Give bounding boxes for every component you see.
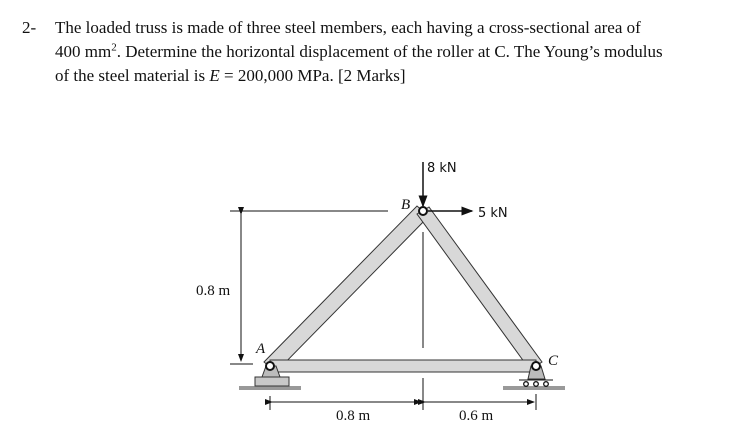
rollers bbox=[524, 382, 549, 387]
load-horizontal-label: 5 kN bbox=[478, 206, 508, 221]
question-line-3-rest: = 200,000 MPa. [2 Marks] bbox=[219, 66, 406, 85]
support-base-a bbox=[255, 377, 289, 386]
label-a: A bbox=[256, 341, 266, 357]
area-exponent: 2 bbox=[111, 41, 117, 54]
member-ab bbox=[264, 206, 429, 372]
ground-right bbox=[503, 386, 565, 390]
joint-a bbox=[266, 362, 274, 370]
span-right-label: 0.6 m bbox=[459, 408, 494, 424]
span-left-label: 0.8 m bbox=[336, 408, 371, 424]
member-bc bbox=[417, 207, 542, 370]
label-b: B bbox=[401, 197, 411, 213]
height-label: 0.8 m bbox=[196, 283, 231, 299]
member-ac bbox=[270, 360, 536, 372]
question-number: 2- bbox=[22, 18, 37, 37]
modulus-symbol: E bbox=[209, 66, 220, 85]
joint-b bbox=[419, 207, 427, 215]
question-line-3-start: of the steel material is bbox=[55, 66, 210, 85]
joint-c bbox=[532, 362, 540, 370]
question-line-1: The loaded truss is made of three steel members, each having a cross-sectional area of bbox=[55, 18, 641, 37]
ground-left bbox=[239, 386, 301, 390]
load-vertical-label: 8 kN bbox=[427, 161, 457, 176]
area-value: 400 mm bbox=[55, 42, 112, 61]
label-c: C bbox=[548, 353, 559, 369]
question-line-2-rest: . Determine the horizontal displacement of the roller at C. The Young’s modulus bbox=[116, 42, 663, 61]
